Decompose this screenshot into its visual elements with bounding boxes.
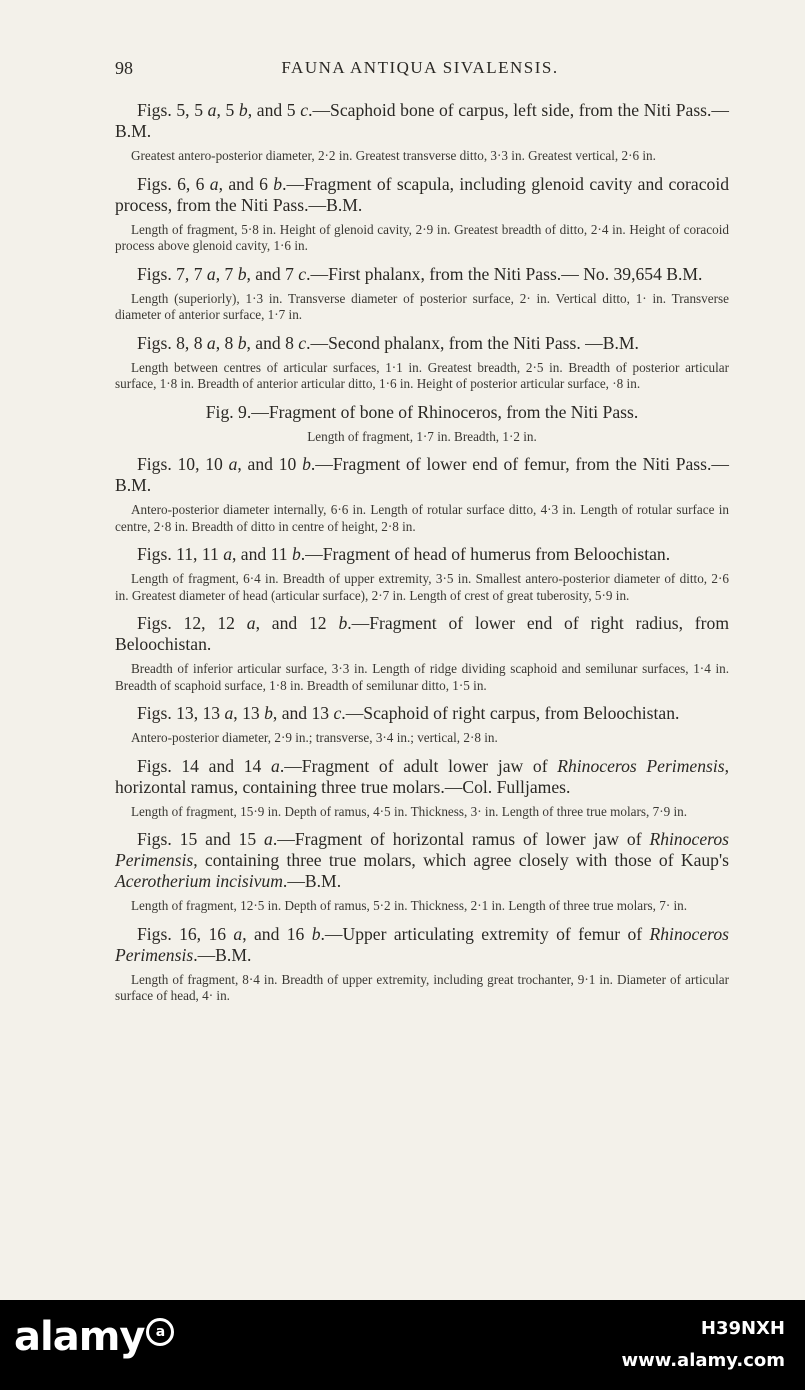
- italic-run: c: [298, 332, 307, 353]
- figure-heading: [115, 264, 729, 285]
- text-run: Fig. 9.—Fragment of bone of Rhinoceros, from the Niti Pass.: [205, 401, 639, 422]
- text-run: , 7: [215, 263, 238, 284]
- running-title: FAUNA ANTIQUA SIVALENSIS.: [281, 58, 559, 77]
- text-run: , 5: [216, 100, 239, 120]
- text-run: Figs. 11, 11: [137, 544, 224, 564]
- text-run: Figs. 15 and 15: [137, 829, 265, 849]
- figure-entry: [115, 613, 729, 694]
- figure-entry: [115, 174, 729, 255]
- text-run: Figs. 12, 12: [137, 613, 247, 633]
- italic-run: a: [207, 100, 217, 120]
- italic-run: a: [271, 755, 280, 776]
- figure-entry: [115, 264, 729, 324]
- italic-run: c: [300, 100, 309, 120]
- italic-run: a: [206, 332, 216, 353]
- italic-run: a: [264, 829, 273, 849]
- text-run: , and 8: [246, 332, 299, 353]
- italic-run: c: [333, 703, 342, 723]
- italic-run: Acerotherium incisivum: [115, 871, 283, 891]
- figure-heading: [115, 100, 729, 142]
- text-run: .—Upper articulating extremity of femur of: [320, 923, 650, 944]
- figure-measurements: Length of fragment, 12·5 in. Depth of ramus, 5·2 in. Thickness, 2·1 in. Length of three true molars, 7· in.: [131, 898, 688, 913]
- figure-heading: [115, 174, 729, 216]
- text-run: , and 12: [255, 613, 339, 633]
- text-run: .—Fragment of horizontal ramus of lower jaw of: [272, 829, 650, 849]
- italic-run: a: [228, 454, 238, 474]
- italic-run: Rhinoceros Perimensis: [557, 755, 725, 776]
- text-run: .—Scaphoid bone of carpus, left side, from the Niti Pass.—B.M.: [115, 100, 729, 141]
- image-id: H39NXH: [700, 1318, 785, 1339]
- text-run: , and 16: [242, 923, 312, 944]
- text-run: , and 13: [272, 703, 334, 723]
- page-number: 98: [115, 58, 133, 78]
- text-run: , 8: [215, 332, 238, 353]
- figure-entry: [115, 703, 729, 747]
- text-run: .—Fragment of adult lower jaw of: [279, 755, 558, 776]
- text-run: Figs. 16, 16: [137, 923, 234, 944]
- figure-heading: [115, 402, 729, 423]
- italic-run: Rhinoceros Perimensis: [115, 829, 729, 870]
- site-url: www.alamy.com: [621, 1350, 785, 1371]
- italic-run: a: [223, 544, 232, 564]
- figure-measurements: Breadth of inferior articular surface, 3·3 in. Length of ridge dividing scaphoid and semilunar surfaces, 1·4 in. Breadth of scaphoid surface, 1·8 in. Breadth of semilunar ditto, 1·5 in.: [115, 661, 729, 693]
- italic-run: Rhinoceros Perimensis: [115, 923, 729, 965]
- figure-entry: [115, 924, 729, 1005]
- figure-entry: [115, 829, 729, 915]
- figure-heading: [115, 924, 729, 966]
- figure-heading: [115, 829, 729, 892]
- figure-measurements: Length (superiorly), 1·3 in. Transverse diameter of posterior surface, 2· in. Vertical ditto, 1· in. Transverse diameter of anterior surface, 1·7 in.: [115, 290, 729, 322]
- text-run: .—B.M.: [193, 944, 252, 965]
- text-run: , and 6: [218, 173, 274, 194]
- text-run: , and 7: [246, 263, 299, 284]
- italic-run: b: [238, 100, 248, 120]
- figure-entry: [115, 756, 729, 821]
- alamy-logo-icon: a: [146, 1318, 174, 1346]
- text-run: Figs. 10, 10: [137, 454, 229, 474]
- figure-measurements: Antero-posterior diameter, 2·9 in.; transverse, 3·4 in.; vertical, 2·8 in.: [131, 730, 498, 745]
- text-run: .—First phalanx, from the Niti Pass.— No. 39,654 B.M.: [306, 263, 703, 284]
- figure-measurements: Length between centres of articular surfaces, 1·1 in. Greatest breadth, 2·5 in. Breadth of posterior articular surface, 1·8 in. Breadth of anterior articular ditto, 1·6 in. Height of posterior articular surface, ·8 in.: [115, 359, 729, 391]
- text-run: , horizontal ramus, containing three true molars.—Col. Fulljames.: [115, 755, 729, 797]
- figure-entry: [115, 454, 729, 535]
- text-run: .—Scaphoid of right carpus, from Beloochistan.: [341, 703, 680, 723]
- italic-run: b: [302, 454, 311, 474]
- figure-entry: [115, 544, 729, 604]
- text-run: , 13: [233, 703, 265, 723]
- figure-entry: [115, 100, 729, 165]
- text-run: .—Fragment of scapula, including glenoid cavity and coracoid process, from the Niti Pass.—B.M.: [115, 173, 730, 215]
- figure-measurements: Length of fragment, 5·8 in. Height of glenoid cavity, 2·9 in. Greatest breadth of ditto, 2·4 in. Height of coracoid process above glenoid cavity, 1·6 in.: [115, 221, 729, 253]
- italic-run: a: [224, 703, 234, 723]
- figure-measurements: Length of fragment, 8·4 in. Breadth of upper extremity, including great trochanter, 9·1 in. Diameter of articular surface of head, 4· in.: [115, 971, 729, 1003]
- figure-descriptions: [115, 100, 729, 1014]
- text-run: Figs. 14 and 14: [137, 755, 272, 776]
- alamy-wordmark: alamy: [14, 1314, 145, 1360]
- italic-run: a: [246, 613, 256, 633]
- italic-run: a: [206, 263, 216, 284]
- italic-run: b: [291, 544, 301, 564]
- figure-measurements: Length of fragment, 6·4 in. Breadth of upper extremity, 3·5 in. Smallest antero-posterior diameter of ditto, 2·6 in. Greatest diameter of head (articular surface), 2·7 in. Length of crest of great tuberosity, 5·9 in.: [115, 571, 729, 603]
- text-run: , and 5: [247, 100, 301, 120]
- figure-entry: [115, 402, 729, 446]
- italic-run: b: [273, 173, 283, 194]
- italic-run: b: [237, 263, 247, 284]
- figure-heading: [115, 333, 729, 354]
- figure-heading: [115, 756, 729, 798]
- text-run: , containing three true molars, which agree closely with those of Kaup's: [193, 850, 729, 870]
- figure-entry: [115, 333, 729, 393]
- italic-run: b: [264, 703, 273, 723]
- alamy-logo: [14, 1314, 174, 1360]
- figure-heading: [115, 454, 729, 496]
- italic-run: a: [233, 923, 243, 944]
- figure-heading: [115, 544, 729, 565]
- text-run: Figs. 13, 13: [137, 703, 225, 723]
- text-run: .—Fragment of lower end of femur, from the Niti Pass.—B.M.: [115, 454, 729, 495]
- figure-measurements: Antero-posterior diameter internally, 6·6 in. Length of rotular surface ditto, 4·3 in. Length of rotular surface in centre, 2·8 in. Breadth of ditto in centre of height, 2·8 in.: [115, 502, 729, 534]
- italic-run: a: [209, 173, 219, 194]
- text-run: , and 11: [232, 544, 292, 564]
- text-run: .—Second phalanx, from the Niti Pass. —B.M.: [306, 332, 639, 353]
- text-run: Figs. 6, 6: [137, 173, 210, 194]
- text-run: Figs. 5, 5: [137, 100, 208, 120]
- text-run: .—B.M.: [282, 871, 342, 891]
- text-run: , and 10: [237, 454, 303, 474]
- text-run: Figs. 8, 8: [137, 332, 207, 353]
- page-header: [115, 58, 725, 82]
- figure-measurements: Length of fragment, 15·9 in. Depth of ramus, 4·5 in. Thickness, 3· in. Length of three true molars, 7·9 in.: [131, 803, 688, 819]
- figure-measurements: Length of fragment, 1·7 in. Breadth, 1·2 in.: [307, 428, 537, 444]
- figure-measurements: Greatest antero-posterior diameter, 2·2 in. Greatest transverse ditto, 3·3 in. Greatest vertical, 2·6 in.: [131, 148, 656, 163]
- figure-heading: [115, 613, 729, 655]
- italic-run: b: [338, 613, 348, 633]
- italic-run: c: [298, 263, 307, 284]
- text-run: Figs. 7, 7: [137, 263, 207, 284]
- text-run: .—Fragment of head of humerus from Beloochistan.: [300, 544, 671, 564]
- figure-heading: [115, 703, 729, 724]
- italic-run: b: [237, 332, 247, 353]
- text-run: .—Fragment of lower end of right radius, from Beloochistan.: [115, 613, 730, 654]
- italic-run: b: [311, 923, 321, 944]
